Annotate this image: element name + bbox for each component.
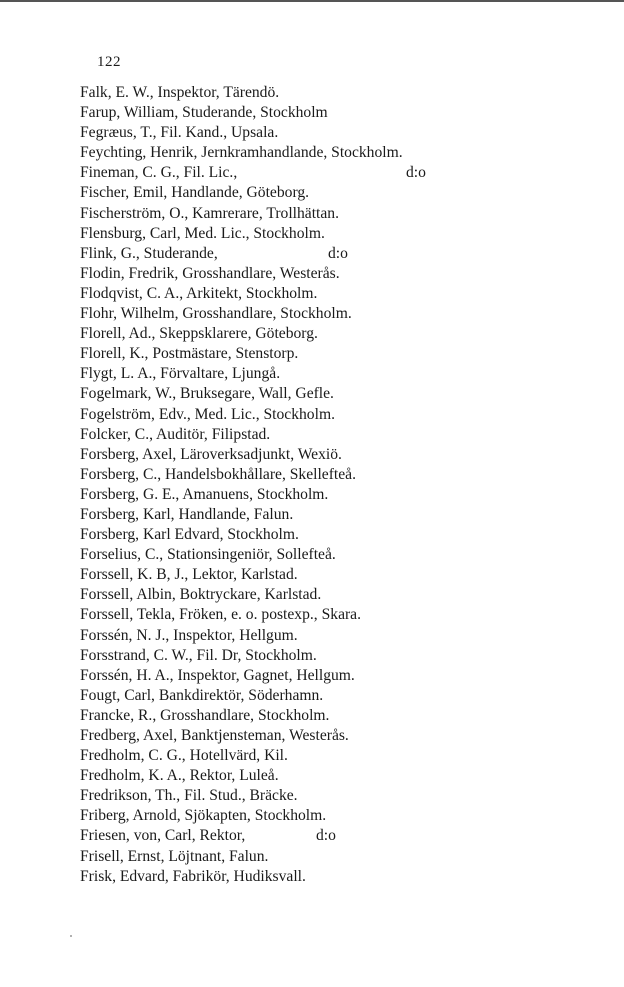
list-item xyxy=(80,224,610,244)
list-item xyxy=(80,244,610,264)
entry-text: Forsberg, G. E., Amanuens, Stockholm. xyxy=(80,485,329,503)
list-item xyxy=(80,364,610,384)
list-item xyxy=(80,123,610,143)
entry-text: Forssén, N. J., Inspektor, Hellgum. xyxy=(80,626,298,644)
ditto-mark: d:o xyxy=(406,164,426,182)
entry-text: Francke, R., Grosshandlare, Stockholm. xyxy=(80,706,330,724)
list-item xyxy=(80,183,610,203)
entry-text: Fredrikson, Th., Fil. Stud., Bräcke. xyxy=(80,787,298,805)
list-item xyxy=(80,445,610,465)
entry-text: Frisk, Edvard, Fabrikör, Hudiksvall. xyxy=(80,867,306,885)
list-item xyxy=(80,103,610,123)
entry-text: Flodin, Fredrik, Grosshandlare, Westerås. xyxy=(80,264,340,282)
list-item xyxy=(80,766,610,786)
list-item xyxy=(80,746,610,766)
entry-text: Florell, Ad., Skeppsklarere, Göteborg. xyxy=(80,325,318,343)
entry-text: Flygt, L. A., Förvaltare, Ljungå. xyxy=(80,365,281,383)
entry-text: Fredberg, Axel, Banktjensteman, Westerås. xyxy=(80,727,349,744)
entry-text: Fogelström, Edv., Med. Lic., Stockholm. xyxy=(80,405,335,423)
entry-text: Forselius, C., Stationsingeniör, Sollefteå. xyxy=(80,546,336,564)
entry-text: Fredholm, C. G., Hotellvärd, Kil. xyxy=(80,747,288,765)
list-item xyxy=(80,284,610,304)
entry-text: Friesen, von, Carl, Rektor, xyxy=(80,827,246,845)
entry-text: Fredholm, K. A., Rektor, Luleå. xyxy=(80,767,279,785)
list-item xyxy=(80,525,610,545)
ditto-mark: d:o xyxy=(328,244,348,262)
list-item xyxy=(80,465,610,485)
list-item xyxy=(80,505,610,525)
paper-speck xyxy=(70,935,72,937)
entry-text: Fegræus, T., Fil. Kand., Upsala. xyxy=(80,124,279,142)
entry-text: Frisell, Ernst, Löjtnant, Falun. xyxy=(80,847,269,865)
entry-text: Forssell, Albin, Boktryckare, Karlstad. xyxy=(80,586,322,604)
member-list xyxy=(80,83,610,887)
list-item xyxy=(80,324,610,344)
list-item xyxy=(80,425,610,445)
ditto-mark: d:o xyxy=(316,827,336,845)
entry-text: Farup, William, Studerande, Stockholm xyxy=(80,104,328,122)
entry-text: Florell, K., Postmästare, Stenstorp. xyxy=(80,345,299,363)
entry-text: Forsberg, Karl, Handlande, Falun. xyxy=(80,505,294,523)
entry-text: Flodqvist, C. A., Arkitekt, Stockholm. xyxy=(80,284,318,302)
entry-text: Folcker, C., Auditör, Filipstad. xyxy=(80,425,271,443)
list-item xyxy=(80,264,610,284)
list-item xyxy=(80,847,610,867)
top-rule xyxy=(0,0,624,2)
entry-text: Friberg, Arnold, Sjökapten, Stockholm. xyxy=(80,807,327,825)
list-item xyxy=(80,806,610,826)
list-item xyxy=(80,867,610,887)
list-item xyxy=(80,786,610,806)
list-item xyxy=(80,485,610,505)
entry-text: Feychting, Henrik, Jernkramhandlande, Stockholm. xyxy=(80,144,403,162)
page-number: 122 xyxy=(97,54,121,70)
entry-text: Flensburg, Carl, Med. Lic., Stockholm. xyxy=(80,224,325,242)
list-item xyxy=(80,344,610,364)
list-item xyxy=(80,163,610,183)
entry-text: Forsberg, C., Handelsbokhållare, Skellefteå. xyxy=(80,465,356,483)
entry-text: Fougt, Carl, Bankdirektör, Söderhamn. xyxy=(80,686,324,704)
entry-text: Forssell, K. B, J., Lektor, Karlstad. xyxy=(80,566,298,584)
entry-text: Forssell, Tekla, Fröken, e. o. postexp., Skara. xyxy=(80,606,361,624)
list-item xyxy=(80,826,610,846)
entry-text: Forsberg, Axel, Läroverksadjunkt, Wexiö. xyxy=(80,445,342,463)
entry-text: Flohr, Wilhelm, Grosshandlare, Stockholm. xyxy=(80,305,352,323)
list-item xyxy=(80,143,610,163)
entry-text: Fogelmark, W., Bruksegare, Wall, Gefle. xyxy=(80,385,334,403)
list-item xyxy=(80,83,610,103)
list-item xyxy=(80,726,610,746)
entry-text: Forsberg, Karl Edvard, Stockholm. xyxy=(80,526,299,544)
list-item xyxy=(80,565,610,585)
list-item xyxy=(80,605,610,625)
list-item xyxy=(80,686,610,706)
entry-text: Fischer, Emil, Handlande, Göteborg. xyxy=(80,184,310,202)
list-item xyxy=(80,666,610,686)
list-item xyxy=(80,204,610,224)
list-item xyxy=(80,585,610,605)
entry-text: Falk, E. W., Inspektor, Tärendö. xyxy=(80,84,280,101)
list-item xyxy=(80,706,610,726)
entry-text: Fineman, C. G., Fil. Lic., xyxy=(80,164,238,182)
list-item xyxy=(80,304,610,324)
list-item xyxy=(80,545,610,565)
entry-text: Forsstrand, C. W., Fil. Dr, Stockholm. xyxy=(80,646,317,664)
list-item xyxy=(80,626,610,646)
list-item xyxy=(80,646,610,666)
list-item xyxy=(80,384,610,404)
entry-text: Fischerström, O., Kamrerare, Trollhättan. xyxy=(80,204,339,222)
entry-text: Forssén, H. A., Inspektor, Gagnet, Hellgum. xyxy=(80,666,355,684)
entry-text: Flink, G., Studerande, xyxy=(80,244,218,262)
list-item xyxy=(80,405,610,425)
